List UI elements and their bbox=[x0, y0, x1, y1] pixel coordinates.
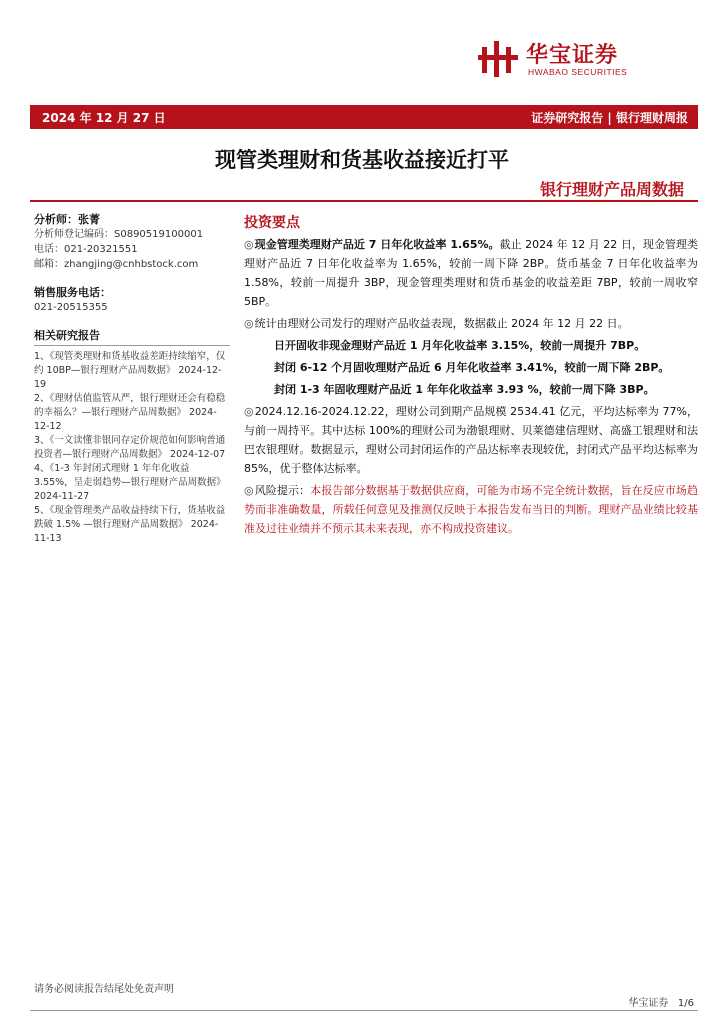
sidebar bbox=[34, 212, 230, 546]
main-content bbox=[244, 214, 698, 541]
hwabao-logo-icon bbox=[478, 41, 520, 77]
risk-warning bbox=[244, 481, 698, 538]
footer-brand: 华宝证券 bbox=[628, 998, 669, 1009]
analyst-reg-code: 分析师登记编码：S0890519100001 bbox=[34, 229, 204, 240]
footer-disclaimer: 请务必阅读报告结尾处免责声明 bbox=[34, 984, 174, 995]
footer-divider bbox=[30, 1010, 698, 1011]
related-report-item[interactable]: 4、《1-3 年封闭式理财 1 年年化收益 3.55%，呈走弱趋势—银行理财产品周数据》 2024-11-27 bbox=[34, 463, 226, 502]
related-report-item[interactable]: 1、《现管类理财和货基收益差距持续缩窄，仅约 10BP—银行理财产品周数据》 2024-12-19 bbox=[34, 351, 226, 390]
page-subtitle: 银行理财产品周数据 bbox=[539, 180, 684, 199]
bullet-icon: ◎ bbox=[244, 405, 254, 418]
logo-text-en: HWABAO SECURITIES bbox=[528, 67, 628, 77]
risk-text: 本报告部分数据基于数据供应商，可能为市场不完全统计数据，旨在反应市场趋势而非准确数量，所载任何意见及推测仅反映于本报告发布当日的判断。理财产品业绩比较基准及过往业绩并不预示其未来表现，亦不构成投资建议。 bbox=[244, 484, 699, 535]
bullet-icon: ◎ bbox=[244, 238, 254, 251]
analyst-name: 分析师：张菁 bbox=[34, 213, 100, 226]
footer-page-info bbox=[628, 994, 694, 1009]
highlight-maturity bbox=[244, 402, 698, 478]
related-reports-heading: 相关研究报告 bbox=[34, 328, 230, 346]
risk-label: 风险提示： bbox=[254, 484, 311, 497]
analyst-email[interactable]: 邮箱：zhangjing@cnhbstock.com bbox=[34, 259, 199, 270]
highlight-text: 2024.12.16-2024.12.22，理财公司到期产品规模 2534.41 亿元，平均达标率为 77%，与前一周持平。其中达标 100%的理财公司为渤银理财、贝莱德建信理财、高盛工银理财和法巴农银理财。数据显示，理财公司封闭运作的产品达标率表现较优，封闭式产品平均达标率为 85%，优于整体达标率。 bbox=[244, 405, 698, 475]
related-report-item[interactable]: 2、《理财估值监管从严，银行理财还会有稳稳的幸福么？—银行理财产品周数据》 2024-12-12 bbox=[34, 393, 226, 432]
sub-point-daily-open: 日开固收非现金理财产品近 1 月年化收益率 3.15%，较前一周提升 7BP。 bbox=[274, 339, 646, 352]
related-report-item[interactable]: 5、《现金管理类产品收益持续下行，货基收益跌破 1.5% —银行理财产品周数据》 2024-11-13 bbox=[34, 505, 226, 544]
report-date: 2024 年 12 月 27 日 bbox=[42, 111, 166, 125]
sales-phone: 021-20515355 bbox=[34, 302, 108, 313]
bullet-icon: ◎ bbox=[244, 317, 254, 330]
highlight-cash-management bbox=[244, 235, 698, 311]
analyst-phone: 电话：021-20321551 bbox=[34, 244, 138, 255]
highlight-statistics bbox=[244, 314, 698, 333]
report-type: 证券研究报告 | 银行理财周报 bbox=[531, 111, 688, 125]
logo-text-cn: 华宝证券 bbox=[526, 43, 619, 68]
highlight-text: 截止 2024 年 12 月 22 日，现金管理类理财产品近 7 日年化收益率为 1.65%，较前一周下降 2BP。货币基金 7 日年化收益率为 1.58%，较前一周提升 3BP，现金管理类理财和货币基金的收益差距 7BP，较前一周收窄 5BP。 bbox=[244, 238, 698, 308]
sales-label: 销售服务电话： bbox=[34, 286, 111, 299]
sub-point-6-12-month: 封闭 6-12 个月固收理财产品近 6 月年化收益率 3.41%，较前一周下降 2BP。 bbox=[274, 361, 670, 374]
header-divider bbox=[30, 200, 698, 202]
bullet-icon: ◎ bbox=[244, 484, 254, 497]
sub-point-1-3-year: 封闭 1-3 年固收理财产品近 1 年年化收益率 3.93 %，较前一周下降 3BP。 bbox=[274, 383, 655, 396]
highlight-text: 统计由理财公司发行的理财产品收益表现，数据截止 2024 年 12 月 22 日。 bbox=[254, 317, 629, 330]
highlight-bold: 现金管理类理财产品近 7 日年化收益率 1.65%。 bbox=[254, 238, 500, 251]
page-number: 1/6 bbox=[677, 998, 694, 1009]
company-logo bbox=[478, 38, 693, 80]
investment-highlights-heading: 投资要点 bbox=[244, 215, 300, 231]
related-report-item[interactable]: 3、《一文读懂非银同存定价规范如何影响普通投资者—银行理财产品周数据》 2024-12-07 bbox=[34, 435, 226, 460]
header-band bbox=[30, 105, 698, 129]
page-title: 现管类理财和货基收益接近打平 bbox=[215, 148, 509, 172]
